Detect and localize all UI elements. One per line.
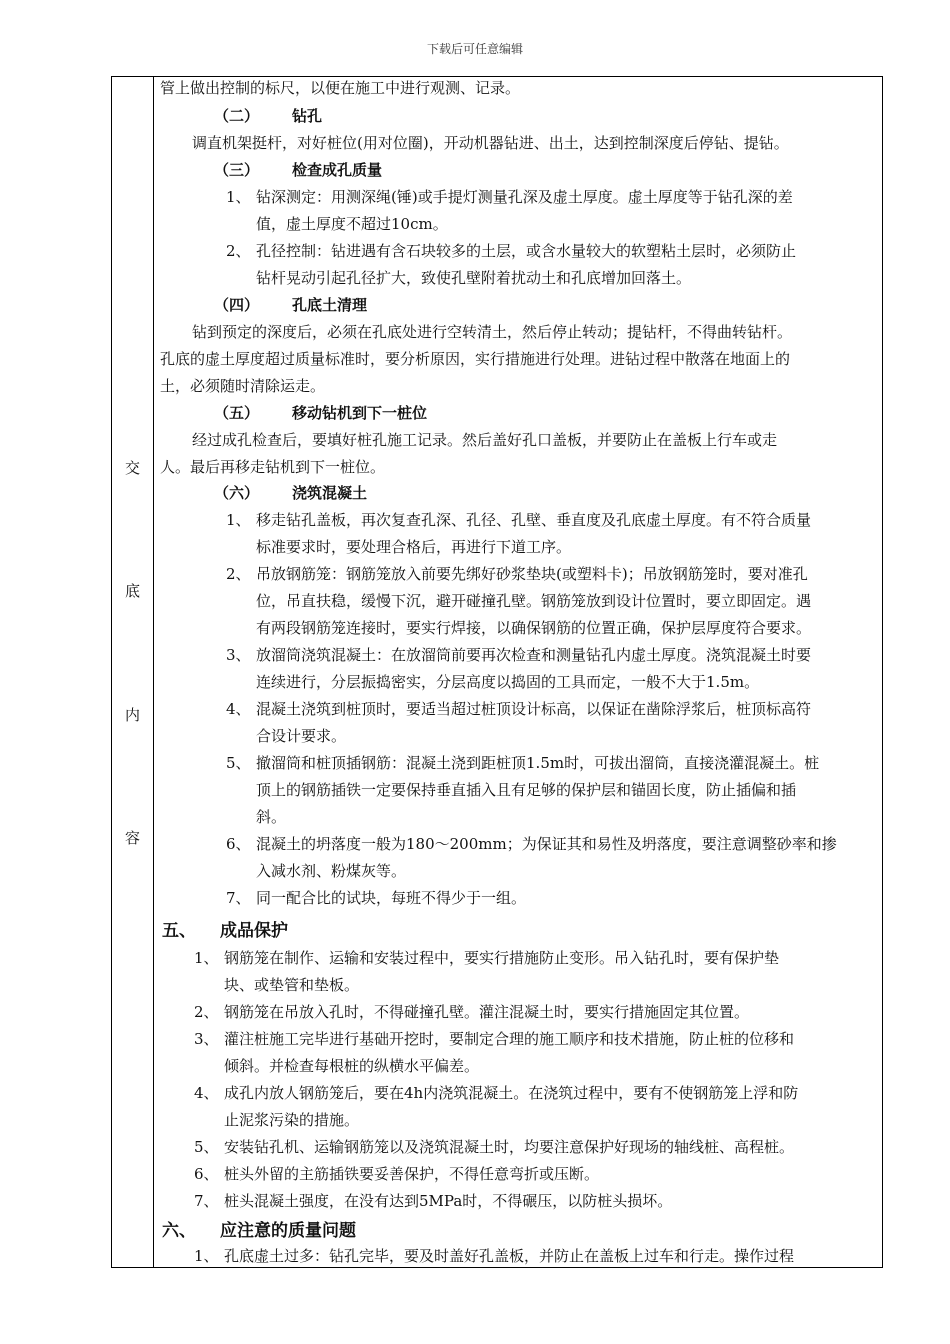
- item-text: 放溜筒浇筑混凝土：在放溜筒前要再次检查和测量钻孔内虚土厚度。浇筑混凝土时要: [256, 646, 812, 664]
- item-text: 桩头外留的主筋插铁要妥善保护，不得任意弯折或压断。: [224, 1165, 600, 1183]
- paragraph-line: 调直机架挺杆，对好桩位(用对位圈)，开动机器钻进、出土，达到控制深度后停钻、提钻。: [192, 134, 789, 152]
- section-heading: [214, 295, 367, 315]
- item-text-continued: 标准要求时，要处理合格后，再进行下道工序。: [256, 538, 572, 556]
- section-heading: [214, 160, 382, 180]
- list-item: [194, 1029, 794, 1049]
- paragraph-line: 土，必须随时清除运走。: [160, 377, 326, 395]
- item-number: 3、: [226, 646, 251, 664]
- section-title: 检查成孔质量: [292, 161, 383, 179]
- side-label-char: 内: [124, 706, 140, 724]
- page-header: 下载后可任意编辑: [426, 42, 523, 56]
- list-item: [194, 948, 779, 968]
- item-text: 撤溜筒和桩顶插钢筋：混凝土浇到距桩顶1.5m时，可拔出溜筒，直接浇灌混凝土。桩: [256, 754, 820, 772]
- item-text-continued: 块、或垫管和垫板。: [224, 976, 360, 994]
- section-number: （六）: [214, 484, 260, 502]
- list-item: [226, 753, 819, 773]
- section-heading: [214, 483, 367, 503]
- side-label-char: 容: [124, 829, 140, 847]
- chapter-heading: [162, 1221, 356, 1241]
- section-number: （三）: [214, 161, 260, 179]
- paragraph-line: 孔底的虚土厚度超过质量标准时，要分析原因，实行措施进行处理。进钻过程中散落在地面上的: [160, 350, 791, 368]
- list-item: [226, 834, 837, 854]
- section-heading: [214, 403, 427, 423]
- side-label-char: 交: [124, 459, 140, 477]
- item-number: 5、: [226, 754, 251, 772]
- chapter-title: 成品保护: [220, 921, 288, 941]
- item-text: 孔径控制：钻进遇有含石块较多的土层，或含水量较大的软塑粘土层时，必须防止: [256, 242, 797, 260]
- list-item: [226, 699, 811, 719]
- item-text: 移走钻孔盖板，再次复查孔深、孔径、孔壁、垂直度及孔底虚土厚度。有不符合质量: [256, 511, 812, 529]
- chapter-title: 应注意的质量问题: [220, 1221, 356, 1241]
- item-text: 安装钻孔机、运输钢筋笼以及浇筑混凝土时，均要注意保护好现场的轴线桩、高程桩。: [224, 1138, 795, 1156]
- item-text: 灌注桩施工完毕进行基础开挖时，要制定合理的施工顺序和技术措施，防止桩的位移和: [224, 1030, 795, 1048]
- item-number: 7、: [226, 889, 251, 907]
- item-text: 吊放钢筋笼：钢筋笼放入前要先绑好砂浆垫块(或塑料卡)；吊放钢筋笼时，要对准孔: [256, 565, 808, 583]
- item-number: 1、: [194, 1247, 219, 1265]
- list-item: [226, 241, 796, 261]
- item-text-continued: 有两段钢筋笼连接时，要实行焊接，以确保钢筋的位置正确，保护层厚度符合要求。: [256, 619, 812, 637]
- paragraph-line: 经过成孔检查后，要填好桩孔施工记录。然后盖好孔口盖板，并要防止在盖板上行车或走: [192, 431, 778, 449]
- item-text-continued: 钻杆晃动引起孔径扩大，致使孔壁附着扰动土和孔底增加回落土。: [256, 269, 692, 287]
- list-item: [194, 1246, 794, 1266]
- item-number: 4、: [226, 700, 251, 718]
- item-text: 钢筋笼在制作、运输和安装过程中，要实行措施防止变形。吊入钻孔时，要有保护垫: [224, 949, 780, 967]
- item-text-continued: 入减水剂、粉煤灰等。: [256, 862, 407, 880]
- section-heading: [214, 106, 322, 126]
- item-text-continued: 斜。: [256, 808, 287, 826]
- item-number: 6、: [226, 835, 251, 853]
- item-number: 1、: [226, 511, 251, 529]
- item-text-continued: 位，吊直扶稳，缓慢下沉，避开碰撞孔壁。钢筋笼放到设计位置时，要立即固定。遇: [256, 592, 812, 610]
- item-number: 7、: [194, 1192, 219, 1210]
- section-title: 移动钻机到下一桩位: [292, 404, 428, 422]
- section-title: 浇筑混凝土: [292, 484, 368, 502]
- list-item: [226, 888, 526, 908]
- item-number: 2、: [226, 565, 251, 583]
- list-item: [194, 1137, 794, 1157]
- item-text-continued: 止泥浆污染的措施。: [224, 1111, 360, 1129]
- item-number: 4、: [194, 1084, 219, 1102]
- item-text-continued: 合设计要求。: [256, 727, 347, 745]
- item-number: 2、: [194, 1003, 219, 1021]
- list-item: [226, 510, 811, 530]
- item-text-continued: 值，虚土厚度不超过10cm。: [256, 215, 448, 233]
- section-number: （四）: [214, 296, 260, 314]
- item-text: 成孔内放人钢筋笼后，要在4h内浇筑混凝土。在浇筑过程中，要有不使钢筋笼上浮和防: [224, 1084, 799, 1102]
- chapter-number: 六、: [162, 1221, 196, 1241]
- list-item: [194, 1164, 599, 1184]
- item-text: 钻深测定：用测深绳(锤)或手提灯测量孔深及虚土厚度。虚土厚度等于钻孔深的差: [256, 188, 793, 206]
- item-number: 6、: [194, 1165, 219, 1183]
- item-number: 1、: [194, 949, 219, 967]
- item-number: 2、: [226, 242, 251, 260]
- item-text: 混凝土浇筑到桩顶时，要适当超过桩顶设计标高，以保证在凿除浮浆后，桩顶标高符: [256, 700, 812, 718]
- list-item: [194, 1002, 749, 1022]
- item-number: 1、: [226, 188, 251, 206]
- list-item: [194, 1083, 798, 1103]
- item-text: 同一配合比的试块，每班不得少于一组。: [256, 889, 527, 907]
- section-title: 钻孔: [292, 107, 323, 125]
- column-divider: [153, 77, 154, 1267]
- item-text: 桩头混凝土强度，在没有达到5MPa时，不得碾压，以防桩头损坏。: [224, 1192, 673, 1210]
- chapter-number: 五、: [162, 921, 196, 941]
- section-title: 孔底土清理: [292, 296, 368, 314]
- section-number: （二）: [214, 107, 260, 125]
- paragraph-line: 钻到预定的深度后，必须在孔底处进行空转清土，然后停止转动；提钻杆，不得曲转钻杆。: [192, 323, 793, 341]
- item-text: 混凝土的坍落度一般为180～200mm；为保证其和易性及坍落度，要注意调整砂率和掺: [256, 835, 837, 853]
- item-text-continued: 顶上的钢筋插铁一定要保持垂直插入且有足够的保护层和锚固长度，防止插偏和插: [256, 781, 797, 799]
- list-item: [226, 564, 808, 584]
- item-text: 孔底虚土过多：钻孔完毕，要及时盖好孔盖板，并防止在盖板上过车和行走。操作过程: [224, 1247, 795, 1265]
- item-text-continued: 倾斜。并检查每根桩的纵横水平偏差。: [224, 1057, 480, 1075]
- list-item: [226, 187, 793, 207]
- paragraph-line: 管上做出控制的标尺，以便在施工中进行观测、记录。: [160, 79, 521, 97]
- item-number: 5、: [194, 1138, 219, 1156]
- item-text-continued: 连续进行，分层振捣密实，分层高度以捣固的工具而定，一般不大于1.5m。: [256, 673, 760, 691]
- list-item: [226, 645, 811, 665]
- item-text: 钢筋笼在吊放入孔时，不得碰撞孔壁。灌注混凝土时，要实行措施固定其位置。: [224, 1003, 750, 1021]
- chapter-heading: [162, 921, 288, 941]
- side-label-char: 底: [124, 582, 140, 600]
- section-number: （五）: [214, 404, 260, 422]
- paragraph-line: 人。最后再移走钻机到下一桩位。: [160, 458, 386, 476]
- item-number: 3、: [194, 1030, 219, 1048]
- list-item: [194, 1191, 672, 1211]
